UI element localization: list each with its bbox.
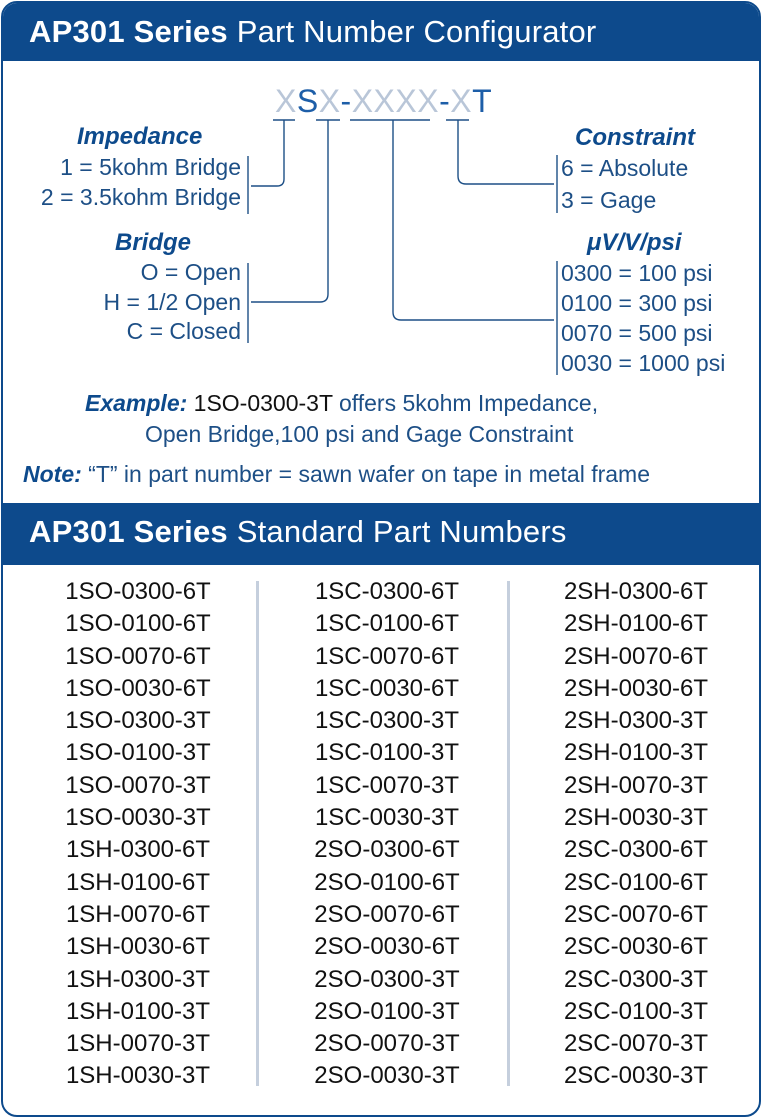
part-number: 1SO-0070-3T	[65, 771, 211, 799]
standard-header-series: AP301 Series	[29, 514, 228, 549]
part-number: 2SC-0030-3T	[563, 1062, 709, 1090]
part-number: 2SO-0070-6T	[314, 900, 460, 928]
sensitivity-option: 0070 = 500 psi	[561, 320, 713, 346]
impedance-option: 1 = 5kohm Bridge	[60, 154, 241, 180]
part-number: 1SC-0100-6T	[314, 610, 460, 638]
example-label: Example:	[85, 390, 188, 416]
code-sensitivity-placeholder: XXXX	[351, 83, 440, 119]
part-number: 1SH-0030-3T	[65, 1062, 211, 1090]
part-number: 2SO-0070-3T	[314, 1030, 460, 1058]
part-number: 1SC-0030-6T	[314, 674, 460, 702]
part-number: 2SC-0030-6T	[563, 933, 709, 961]
code-constraint-placeholder: X	[450, 83, 473, 119]
part-number: 2SC-0300-6T	[563, 836, 709, 864]
part-number: 2SO-0100-6T	[314, 868, 460, 896]
impedance-option: 2 = 3.5kohm Bridge	[40, 184, 241, 210]
part-number: 1SC-0300-3T	[314, 707, 460, 735]
part-number: 2SO-0030-6T	[314, 933, 460, 961]
part-column-2	[272, 576, 502, 1093]
part-number: 2SH-0300-3T	[563, 707, 709, 735]
standard-parts-header	[3, 503, 759, 565]
part-number: 1SO-0100-3T	[65, 739, 211, 767]
part-number: 2SH-0030-6T	[563, 674, 709, 702]
configurator-header-title: Part Number Configurator	[236, 14, 597, 49]
part-number: 1SC-0300-6T	[314, 578, 460, 605]
part-number: 2SH-0070-3T	[563, 771, 709, 799]
sensitivity-option: 0030 = 1000 psi	[561, 350, 726, 376]
code-fixed-t: T	[472, 83, 493, 119]
note-line	[23, 461, 650, 488]
part-number: 1SH-0030-6T	[65, 933, 211, 961]
part-number: 2SH-0070-6T	[563, 642, 709, 670]
part-number: 1SH-0070-3T	[65, 1030, 211, 1058]
part-number: 1SH-0300-6T	[65, 836, 211, 864]
code-impedance-placeholder: X	[275, 83, 297, 119]
constraint-option: 3 = Gage	[561, 187, 657, 213]
column-separator	[507, 581, 510, 1086]
sensitivity-option: 0300 = 100 psi	[561, 260, 713, 286]
sensitivity-option: 0100 = 300 psi	[561, 290, 713, 316]
example-part-number: 1SO-0300-3T	[193, 390, 333, 416]
part-number: 2SO-0030-3T	[314, 1062, 460, 1090]
example-description: offers 5kohm Impedance,	[338, 390, 599, 416]
part-number: 2SO-0300-3T	[314, 965, 460, 993]
part-number: 1SO-0300-3T	[65, 707, 211, 735]
part-number: 1SO-0100-6T	[65, 610, 211, 638]
part-number: 1SC-0070-6T	[314, 642, 460, 670]
part-number: 2SC-0300-3T	[563, 965, 709, 993]
part-number: 1SO-0300-6T	[65, 578, 211, 605]
note-text: “T” in part number = sawn wafer on tape in metal frame	[88, 461, 650, 487]
example-description-line2: Open Bridge,100 psi and Gage Constraint	[145, 421, 574, 447]
bridge-option: O = Open	[140, 259, 241, 285]
part-number: 1SO-0030-3T	[65, 804, 211, 832]
configurator-header-series: AP301 Series	[29, 14, 228, 49]
configurator-card	[1, 1, 761, 1117]
bridge-title: Bridge	[115, 229, 192, 256]
bridge-option: C = Closed	[126, 318, 241, 344]
example-line	[85, 390, 598, 417]
part-number: 1SH-0070-6T	[65, 900, 211, 928]
impedance-title: Impedance	[77, 123, 203, 150]
code-bridge-placeholder: X	[318, 83, 341, 119]
part-number: 1SH-0100-3T	[65, 997, 211, 1025]
part-column-3	[521, 576, 751, 1093]
part-number: 1SO-0070-6T	[65, 642, 211, 670]
part-number: 2SC-0070-3T	[563, 1030, 709, 1058]
part-number: 2SO-0100-3T	[314, 997, 460, 1025]
constraint-option: 6 = Absolute	[561, 155, 689, 181]
part-number: 2SH-0300-6T	[563, 578, 709, 605]
column-separator	[256, 581, 259, 1086]
part-number: 1SO-0030-6T	[65, 674, 211, 702]
sensitivity-title: μV/V/psi	[587, 229, 682, 256]
part-number: 1SH-0100-6T	[65, 868, 211, 896]
part-number: 1SC-0100-3T	[314, 739, 460, 767]
code-dash: -	[340, 83, 352, 119]
standard-header-title: Standard Part Numbers	[236, 514, 567, 549]
part-number: 2SH-0030-3T	[563, 804, 709, 832]
part-number: 2SH-0100-3T	[563, 739, 709, 767]
part-number: 2SC-0100-3T	[563, 997, 709, 1025]
part-number: 2SH-0100-6T	[563, 610, 709, 638]
constraint-title: Constraint	[575, 124, 695, 151]
code-dash: -	[439, 83, 451, 119]
bridge-option: H = 1/2 Open	[103, 289, 241, 315]
note-label: Note:	[23, 461, 82, 487]
part-number: 2SC-0100-6T	[563, 868, 709, 896]
part-number: 1SC-0070-3T	[314, 771, 460, 799]
part-number: 2SC-0070-6T	[563, 900, 709, 928]
part-number: 1SC-0030-3T	[314, 804, 460, 832]
part-number-template	[275, 83, 492, 120]
part-column-1	[23, 576, 253, 1093]
code-fixed-s: S	[296, 83, 319, 119]
part-number: 1SH-0300-3T	[65, 965, 211, 993]
part-number: 2SO-0300-6T	[314, 836, 460, 864]
